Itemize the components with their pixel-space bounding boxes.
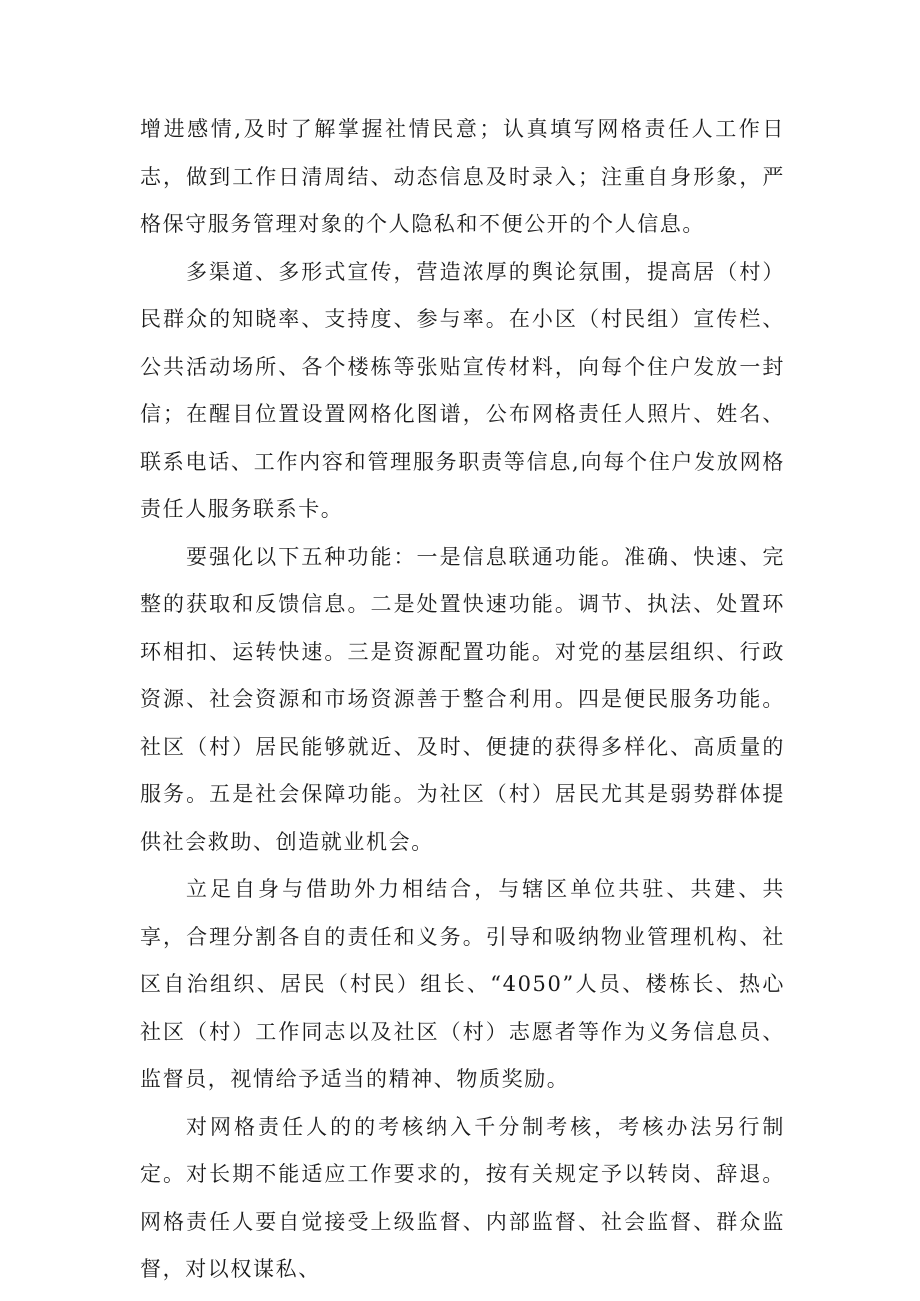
paragraph-4: 立足自身与借助外力相结合，与辖区单位共驻、共建、共享，合理分割各自的责任和义务。引导和吸纳物业管理机构、社区自治组织、居民（村民）组长、“4050”人员、楼栋长、热心社区（村）工作同志以及社区（村）志愿者等作为义务信息员、监督员，视情给予适当的精神、物质奖励。 bbox=[140, 877, 785, 1091]
document-body bbox=[140, 106, 785, 1294]
paragraph-3: 要强化以下五种功能：一是信息联通功能。准确、快速、完整的获取和反馈信息。二是处置快速功能。调节、执法、处置环环相扣、运转快速。三是资源配置功能。对党的基层组织、行政资源、社会资源和市场资源善于整合利用。四是便民服务功能。社区（村）居民能够就近、及时、便捷的获得多样化、高质量的服务。五是社会保障功能。为社区（村）居民尤其是弱势群体提供社会救助、创造就业机会。 bbox=[140, 544, 785, 854]
paragraph-1: 增进感情,及时了解掌握社情民意；认真填写网格责任人工作日志，做到工作日清周结、动态信息及时录入；注重自身形象，严格保守服务管理对象的个人隐私和不便公开的个人信息。 bbox=[140, 117, 785, 236]
paragraph-5: 对网格责任人的的考核纳入千分制考核，考核办法另行制定。对长期不能适应工作要求的，按有关规定予以转岗、辞退。网格责任人要自觉接受上级监督、内部监督、社会监督、群众监督，对以权谋私、 bbox=[140, 1114, 785, 1281]
paragraph-2: 多渠道、多形式宣传，营造浓厚的舆论氛围，提高居（村）民群众的知晓率、支持度、参与率。在小区（村民组）宣传栏、公共活动场所、各个楼栋等张贴宣传材料，向每个住户发放一封信；在醒目位置设置网格化图谱，公布网格责任人照片、姓名、联系电话、工作内容和管理服务职责等信息,向每个住户发放网格责任人服务联系卡。 bbox=[140, 259, 785, 521]
